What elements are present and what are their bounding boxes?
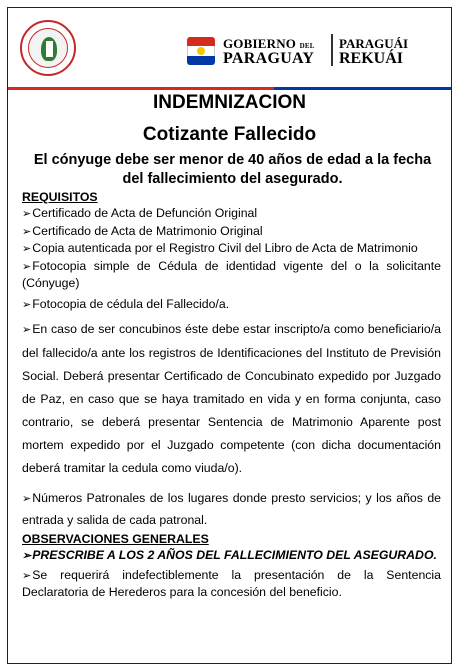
- gov-right1: PARAGUÁI: [339, 36, 409, 51]
- list-item: ➢En caso de ser concubinos éste debe estar inscripto/a como beneficiario/a del fallecido/a ante los registros de Identificaciones del Instituto de Previsión Social. Deberá presentar Certificado de Concubinato expedido por Juzgado de Paz, en caso que se haya tramitado en vida y en forma conjunta, caso contrario, se deberá presentar Sentencia de Matrimonio Aparente post mortem expedido por el Juzgado competente (con dicha documentación deberá tramitar la cedula como viuda/o).: [22, 322, 441, 475]
- observaciones-heading: OBSERVACIONES GENERALES: [22, 532, 209, 546]
- list-item: ➢Se requerirá indefectiblemente la presentación de la Sentencia Declaratoria de Herederos para la concesión del beneficio.: [22, 567, 441, 599]
- logo-divider: [331, 34, 333, 66]
- bullet-arrow-icon: ➢: [22, 260, 32, 273]
- list-item: ➢Fotocopia simple de Cédula de identidad vigente del o la solicitante (Cónyuge): [22, 258, 441, 290]
- color-band: [8, 87, 451, 90]
- bullet-arrow-icon: ➢: [22, 225, 32, 238]
- list-item: ➢Copia autenticada por el Registro Civil del Libro de Acta de Matrimonio: [22, 241, 418, 255]
- bullet-arrow-icon: ➢: [22, 298, 32, 311]
- bullet-arrow-icon: ➢: [22, 243, 32, 255]
- requisitos-heading: REQUISITOS: [22, 190, 98, 204]
- paraguay-flag-icon: [187, 37, 215, 65]
- page-title: INDEMNIZACION: [152, 92, 307, 113]
- page-subtitle: Cotizante Fallecido: [142, 124, 317, 145]
- gov-line1: GOBIERNO DEL: [223, 36, 315, 51]
- ips-seal-icon: [20, 20, 76, 76]
- list-item: ➢Fotocopia de cédula del Fallecido/a.: [22, 296, 230, 311]
- gov-line2: PARAGUAY: [223, 50, 315, 67]
- header: [8, 8, 451, 88]
- list-item: ➢Certificado de Acta de Matrimonio Original: [22, 223, 263, 238]
- bullet-arrow-icon: ➢: [22, 493, 32, 505]
- intro-text: El cónyuge debe ser menor de 40 años de edad a la fecha del fallecimiento del asegurado.: [33, 152, 432, 187]
- document-frame: [7, 7, 452, 664]
- gobierno-logo: [187, 34, 437, 70]
- bullet-arrow-icon: ➢: [22, 324, 32, 336]
- content: [22, 190, 441, 601]
- bullet-arrow-icon: ➢: [22, 550, 32, 562]
- list-item: ➢Certificado de Acta de Defunción Original: [22, 206, 258, 220]
- bullet-arrow-icon: ➢: [22, 208, 32, 220]
- list-item: ➢PRESCRIBE A LOS 2 AÑOS DEL FALLECIMIENTO DEL ASEGURADO.: [22, 548, 437, 562]
- gov-right2: REKUÁI: [339, 50, 404, 67]
- list-item: ➢Números Patronales de los lugares donde presto servicios; y los años de entrada y salida de cada patronal.: [22, 491, 441, 527]
- bullet-arrow-icon: ➢: [22, 569, 32, 582]
